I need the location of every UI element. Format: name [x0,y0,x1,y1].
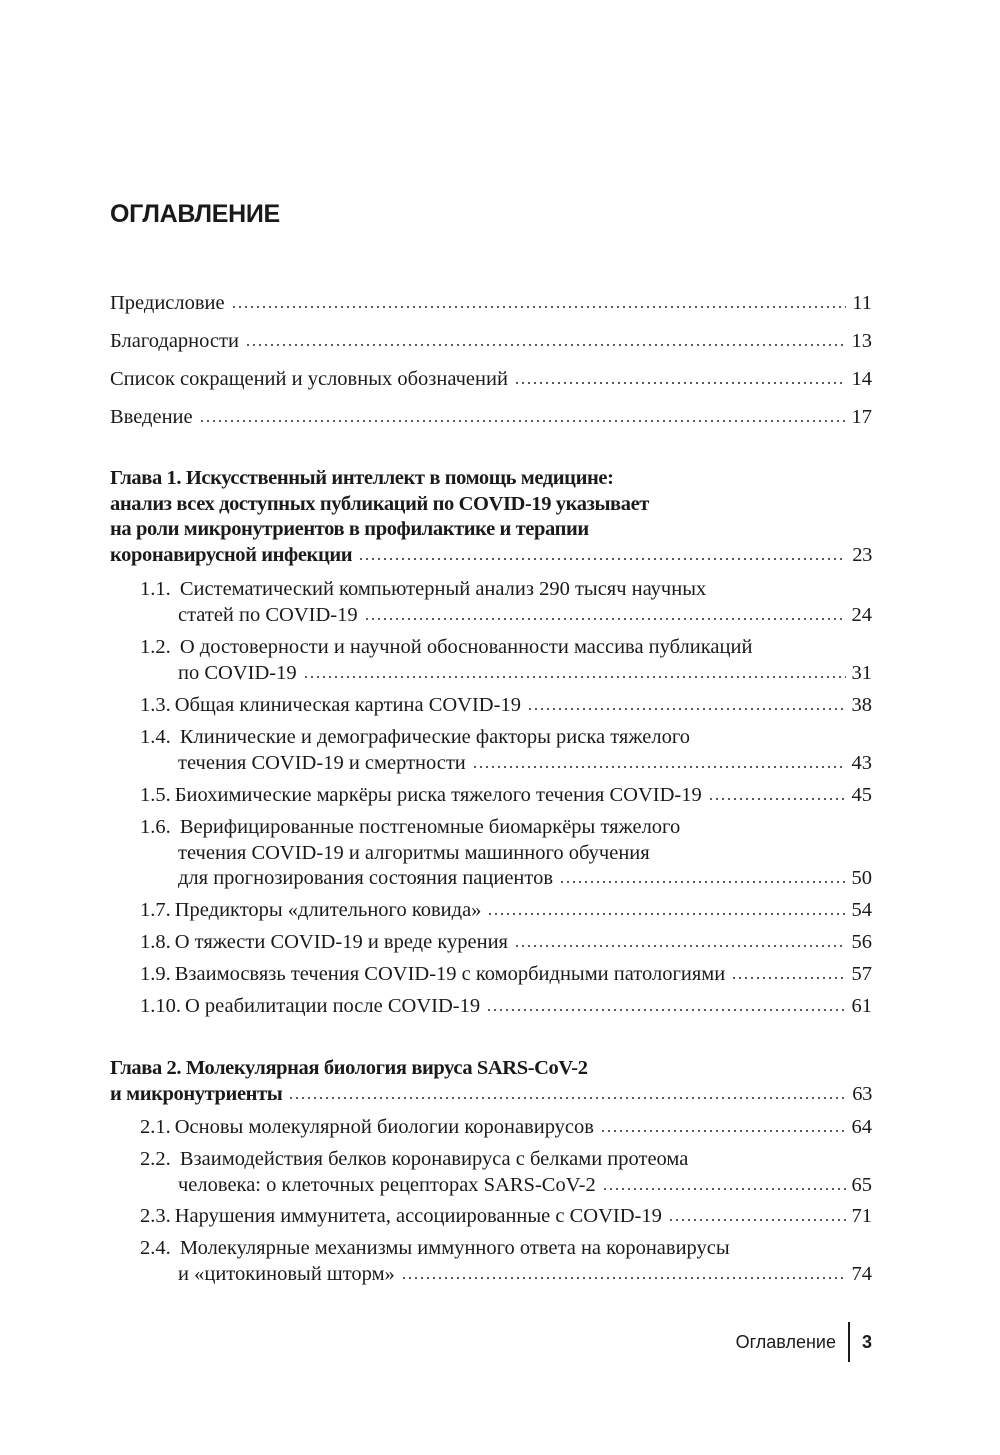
toc-entry-title: Взаимодействия белков коронавируса с белками протеома [179,1148,689,1170]
toc-page-number: 71 [851,1205,872,1227]
dot-leader [364,617,846,621]
toc-page-number: 24 [851,603,872,626]
toc-entry-line [110,930,872,956]
toc-page-number: 65 [851,1173,872,1196]
section-number: 1.2. [140,636,176,658]
toc-entry-title: Предикторы «длительного ковида» [174,899,482,921]
dot-leader [559,880,845,884]
toc-entry[interactable] [110,815,872,892]
toc-entry-line [110,815,872,841]
toc-entry-line [110,1115,872,1141]
toc-entry-title: по COVID-19 [178,661,297,684]
toc-entry-title: Молекулярные механизмы иммунного ответа на коронавирусы [179,1237,730,1259]
toc-entry-title: Нарушения иммунитета, ассоциированные с COVID-19 [174,1205,662,1227]
toc-entry[interactable] [110,1147,872,1198]
dot-leader [514,381,846,385]
toc-entry-line [110,1204,872,1230]
toc-entry-title: Взаимосвязь течения COVID-19 с коморбидными патологиями [174,963,726,985]
toc-entry-title: Основы молекулярной биологии коронавирусов [174,1116,594,1138]
dot-leader [668,1218,846,1222]
toc-entry-title: на роли микронутриентов в профилактике и терапии [110,518,589,540]
toc-entry-line [110,1147,872,1173]
toc-entry-title: Благодарности [110,330,239,352]
dot-leader [486,1008,845,1012]
toc-entry-title: течения COVID-19 и алгоритмы машинного обучения [178,841,650,864]
toc-entry-title: О тяжести COVID-19 и вреде курения [174,931,508,953]
toc-entry-title: для прогнозирования состояния пациентов [178,867,554,889]
toc-entry-line [110,291,872,317]
section-number: 2.2. [140,1148,176,1170]
toc-entry-line [110,517,872,543]
toc-entry-line [110,1173,872,1199]
section-number: 1.10. [140,995,181,1017]
dot-leader [288,1096,846,1100]
dot-leader [527,707,846,711]
toc-entry-title: О реабилитации после COVID-19 [185,995,481,1017]
section-number: 1.3. [140,694,171,716]
section-number: 1.4. [140,726,176,748]
toc-entry[interactable] [110,1236,872,1287]
toc-entry-line [110,635,872,661]
toc-page-number: 54 [851,899,872,921]
toc-entry[interactable] [110,466,872,568]
toc-entry-line [110,603,872,629]
toc-entry-line [110,962,872,988]
section-number: 2.1. [140,1116,171,1138]
footer-divider [848,1322,850,1362]
page-title: ОГЛАВЛЕНИЕ [110,200,280,228]
toc-entry-line [110,751,872,777]
toc-entry[interactable] [110,725,872,776]
toc-entry[interactable] [110,1204,872,1230]
toc-entry-line [110,577,872,603]
toc-entry-line [110,994,872,1020]
toc-page-number: 74 [851,1262,872,1285]
dot-leader [199,419,846,423]
toc-entry-line [110,1262,872,1288]
toc-entry[interactable] [110,994,872,1020]
toc-entry-line [110,367,872,393]
dot-leader [231,305,847,309]
section-number: 1.9. [140,963,171,985]
toc-page-number: 13 [851,330,872,352]
toc-entry[interactable] [110,291,872,317]
toc-entry-title: и микронутриенты [110,1082,283,1105]
toc-entry-title: Список сокращений и условных обозначений [110,368,508,390]
toc-entry-title: Общая клиническая картина COVID-19 [174,694,521,716]
section-number: 1.7. [140,899,171,921]
toc-entry-line [110,492,872,518]
section-number: 1.5. [140,784,171,806]
dot-leader [487,912,845,916]
toc-entry[interactable] [110,783,872,809]
toc-entry[interactable] [110,1056,872,1107]
section-number: 2.4. [140,1237,176,1259]
toc-page-number: 31 [851,661,872,684]
toc-entry-title: Биохимические маркёры риска тяжелого течения COVID-19 [174,784,702,806]
toc-entry-title: Систематический компьютерный анализ 290 тысяч научных [179,578,707,600]
toc-entry-line [110,466,872,492]
toc-entry[interactable] [110,898,872,924]
toc-page-number: 14 [851,368,872,390]
toc-entry[interactable] [110,930,872,956]
section-number: 1.8. [140,931,171,953]
toc-page-number: 50 [851,867,872,889]
toc-page-number: 57 [851,963,872,985]
toc-page-number: 11 [852,292,872,314]
toc-entry-title: Клинические и демографические факторы риска тяжелого [179,726,690,748]
toc-entry-line [110,661,872,687]
toc-entry-line [110,1236,872,1262]
footer-section-title: Оглавление [735,1331,836,1352]
toc-page-number: 63 [852,1082,872,1105]
page-number: 3 [861,1331,872,1352]
toc-entry-line [110,841,872,867]
toc-entry-title: статей по COVID-19 [178,603,358,626]
toc-page-number: 64 [851,1116,872,1138]
toc-entry[interactable] [110,405,872,431]
toc-entry-title: течения COVID-19 и смертности [178,751,466,774]
toc-entry-line [110,725,872,751]
toc-entry-title: человека: о клеточных рецепторах SARS-CoV-2 [178,1173,596,1196]
toc-page-number: 43 [851,751,872,774]
dot-leader [303,675,846,679]
toc-entry-title: анализ всех доступных публикаций по COVID-19 указывает [110,492,649,515]
toc-page-number: 45 [851,784,872,806]
toc-entry-title: Предисловие [110,292,225,314]
toc-entry[interactable] [110,1115,872,1141]
toc-page-number: 56 [851,931,872,953]
toc-entry-line [110,783,872,809]
toc-entry-line [110,1056,872,1082]
section-number: 1.6. [140,816,176,838]
toc-entry[interactable] [110,693,872,719]
toc-entry-title: Введение [110,406,193,428]
toc-entry-title: Глава 1. Искусственный интеллект в помощь медицине: [110,467,614,489]
toc-entry-title: коронавирусной инфекции [110,543,353,566]
toc-entry-title: Верифицированные постгеномные биомаркёры тяжелого [179,816,681,838]
dot-leader [358,557,846,561]
toc-entry[interactable] [110,577,872,628]
toc-entry[interactable] [110,635,872,686]
toc-entry-line [110,405,872,431]
dot-leader [245,343,846,347]
toc-page-number: 23 [852,543,872,566]
toc-page-number: 38 [851,694,872,716]
dot-leader [600,1129,846,1133]
toc-entry-line [110,329,872,355]
toc-entry[interactable] [110,367,872,393]
toc-entry-line [110,693,872,719]
toc-entry[interactable] [110,329,872,355]
toc-entry-line [110,898,872,924]
dot-leader [472,765,846,769]
dot-leader [401,1276,846,1280]
toc-page-number: 17 [851,406,872,428]
toc-entry-line [110,1082,872,1108]
toc-entry-line [110,866,872,892]
section-number: 2.3. [140,1205,171,1227]
toc-page-number: 61 [851,995,872,1017]
running-footer [736,1322,872,1362]
dot-leader [708,797,846,801]
toc-entry[interactable] [110,962,872,988]
dot-leader [731,976,845,980]
dot-leader [514,944,846,948]
toc-entry-title: и «цитокиновый шторм» [178,1262,395,1285]
section-number: 1.1. [140,578,176,600]
dot-leader [602,1187,846,1191]
toc-entry-title: О достоверности и научной обоснованности массива публикаций [179,636,753,658]
toc-entry-title: Глава 2. Молекулярная биология вируса SARS-CoV-2 [110,1057,588,1079]
toc-entry-line [110,543,872,569]
